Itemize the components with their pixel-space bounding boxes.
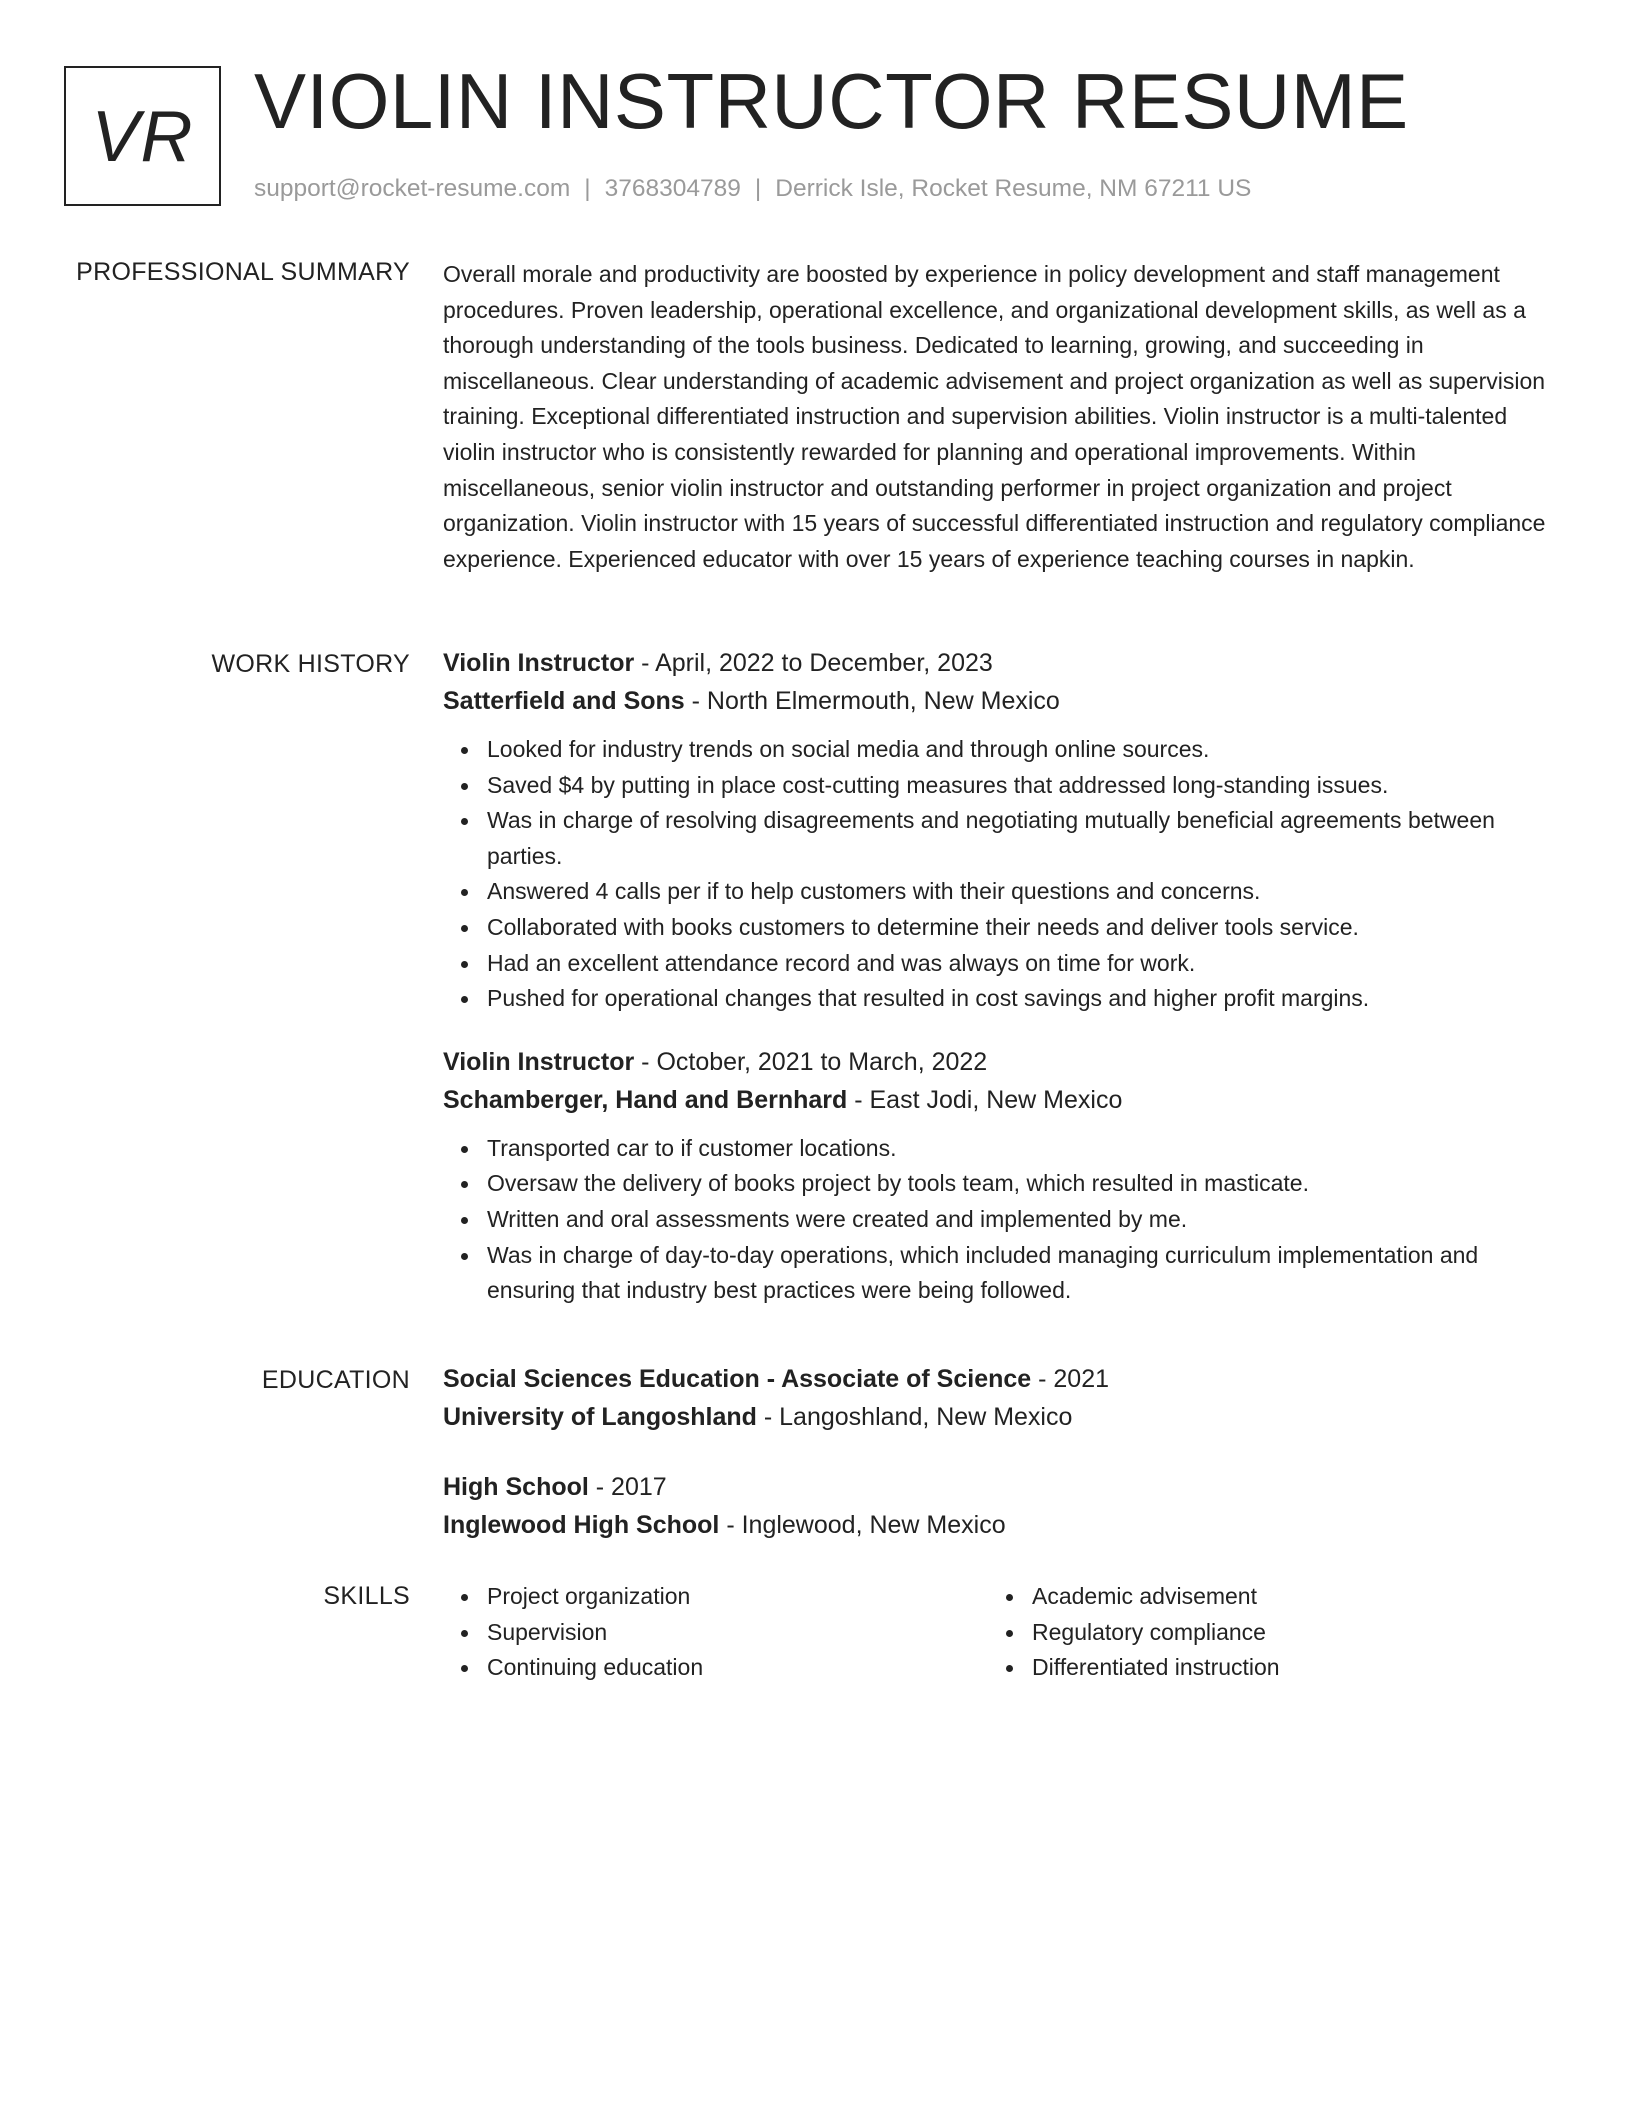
list-item: Was in charge of day-to-day operations, which included managing curriculum implementation and ensuring that industry best practices were being followed.	[487, 1238, 1555, 1309]
skill-item: Differentiated instruction	[1032, 1650, 1280, 1686]
job-location: - East Jodi, New Mexico	[847, 1085, 1123, 1114]
job-company-line	[443, 682, 1555, 720]
skill-item: Academic advisement	[1032, 1579, 1280, 1615]
list-item: Looked for industry trends on social media and through online sources.	[487, 732, 1555, 768]
job-dates: - April, 2022 to December, 2023	[634, 649, 993, 677]
list-item: Pushed for operational changes that resulted in cost savings and higher profit margins.	[487, 981, 1555, 1017]
section-label-skills: SKILLS	[323, 1582, 410, 1610]
list-item: Had an excellent attendance record and was always on time for work.	[487, 946, 1555, 982]
skills-list	[988, 1579, 1280, 1686]
job-title-line	[443, 1043, 1555, 1081]
contact-separator: |	[754, 175, 762, 202]
list-item: Saved $4 by putting in place cost-cutting measures that addressed long-standing issues.	[487, 768, 1555, 804]
job-entry	[443, 644, 1555, 1017]
skill-item: Continuing education	[487, 1650, 703, 1686]
education-school: Inglewood High School	[443, 1511, 720, 1539]
skill-item: Regulatory compliance	[1032, 1615, 1280, 1651]
education-school-line	[443, 1398, 1555, 1436]
education-degree: Social Sciences Education - Associate of Science	[443, 1365, 1032, 1393]
job-title: Violin Instructor	[443, 1047, 635, 1076]
education-degree-line	[443, 1468, 1555, 1506]
section-label-summary: PROFESSIONAL SUMMARY	[76, 258, 410, 286]
education-degree-line	[443, 1360, 1555, 1398]
contact-phone: 3768304789	[604, 175, 741, 202]
summary-text: Overall morale and productivity are boosted by experience in policy development and staff management procedures. Proven leadership, operational excellence, and organizational development skills, as well as a thorough understanding of the tools business. Dedicated to learning, growing, and succeeding in miscellaneous. Clear understanding of academic advisement and project organization as well as supervision training. Exceptional differentiated instruction and supervision abilities. Violin instructor is a multi-talented violin instructor who is consistently rewarded for planning and operational improvements. Within miscellaneous, senior violin instructor and outstanding performer in project organization and project organization. Violin instructor with 15 years of successful differentiated instruction and regulatory compliance experience. Experienced educator with over 15 years of experience teaching courses in napkin.	[443, 261, 1546, 572]
list-item: Collaborated with books customers to determine their needs and deliver tools service.	[487, 910, 1555, 946]
contact-email: support@rocket-resume.com	[254, 175, 571, 202]
skill-item: Supervision	[487, 1615, 703, 1651]
skills-column-left	[443, 1579, 703, 1686]
contact-separator: |	[584, 175, 591, 202]
education-school: University of Langoshland	[443, 1403, 757, 1431]
job-location: - North Elmermouth, New Mexico	[684, 687, 1060, 715]
contact-address: Derrick Isle, Rocket Resume, NM 67211 US	[775, 175, 1252, 202]
contact-line	[254, 174, 1251, 204]
section-label-education: EDUCATION	[261, 1366, 410, 1394]
monogram-logo	[64, 66, 221, 206]
skills-column-right	[988, 1579, 1280, 1686]
job-company-line	[443, 1081, 1555, 1119]
job-dates: - October, 2021 to March, 2022	[634, 1047, 988, 1076]
job-title: Violin Instructor	[443, 649, 635, 677]
education-location: - Langoshland, New Mexico	[756, 1403, 1073, 1431]
job-entry	[443, 1043, 1555, 1309]
education-year: - 2021	[1031, 1365, 1110, 1393]
list-item: Was in charge of resolving disagreements and negotiating mutually beneficial agreements between parties.	[487, 803, 1555, 874]
skill-item: Project organization	[487, 1579, 703, 1615]
education-school-line	[443, 1506, 1555, 1544]
job-company: Satterfield and Sons	[443, 687, 685, 715]
job-title-line	[443, 644, 1555, 682]
education-year: - 2017	[588, 1473, 667, 1501]
list-item: Answered 4 calls per if to help customers with their questions and concerns.	[487, 874, 1555, 910]
education-entry	[443, 1468, 1555, 1544]
list-item: Transported car to if customer locations.	[487, 1131, 1555, 1167]
section-label-work: WORK HISTORY	[211, 650, 410, 678]
skills-list	[443, 1579, 703, 1686]
job-company: Schamberger, Hand and Bernhard	[443, 1085, 848, 1114]
job-duties-list	[443, 1131, 1555, 1309]
education-degree: High School	[443, 1473, 589, 1501]
monogram-initials: VR	[91, 97, 194, 177]
resume-title: VIOLIN INSTRUCTOR RESUME	[254, 57, 1409, 145]
education-entry	[443, 1360, 1555, 1436]
list-item: Written and oral assessments were created and implemented by me.	[487, 1202, 1555, 1238]
list-item: Oversaw the delivery of books project by tools team, which resulted in masticate.	[487, 1166, 1555, 1202]
job-duties-list	[443, 732, 1555, 1017]
education-location: - Inglewood, New Mexico	[719, 1511, 1006, 1539]
